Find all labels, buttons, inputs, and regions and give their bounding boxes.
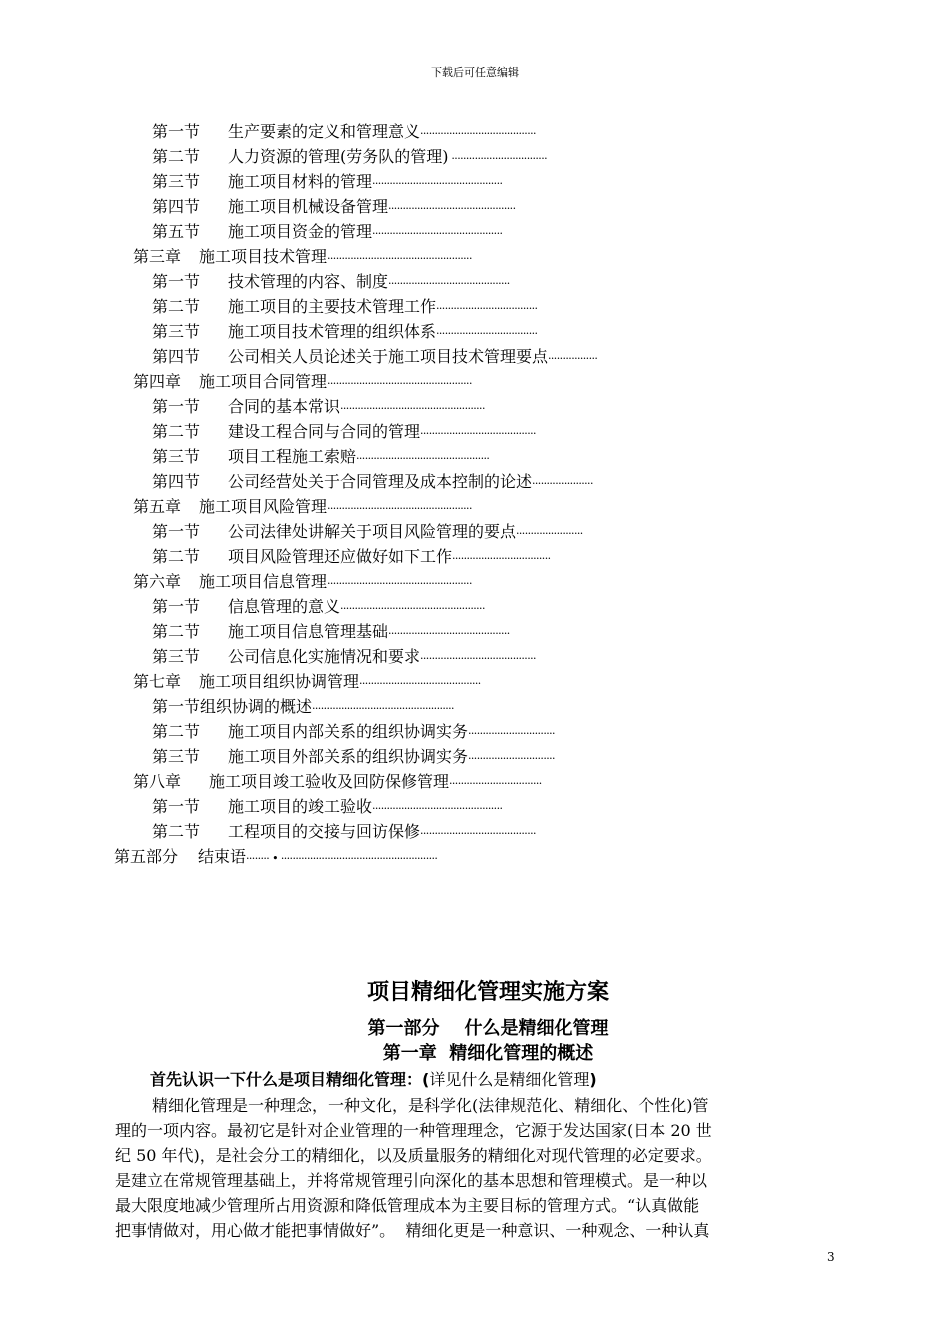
toc-entry[interactable] <box>152 620 510 644</box>
toc-leader: ············································ <box>388 202 516 215</box>
body-line: 是建立在常规管理基础上，并将常规管理引向深化的基本思想和管理模式。是一种以 <box>115 1171 708 1190</box>
toc-leader: ·········································· <box>388 627 510 640</box>
toc-leader: ·········································· <box>388 277 510 290</box>
toc-entry[interactable] <box>133 770 542 794</box>
toc-number: 第二节 <box>152 622 201 641</box>
toc-leader: ·················································· <box>327 502 472 515</box>
toc-number: 第三节 <box>152 322 201 341</box>
toc-number: 第一节 <box>152 522 201 541</box>
toc-title: 公司经营处关于合同管理及成本控制的论述 <box>228 472 533 491</box>
toc-entry[interactable] <box>152 345 597 369</box>
toc-entry[interactable] <box>152 795 502 819</box>
toc-leader: ··································· <box>436 302 538 315</box>
toc-title: 施工项目机械设备管理 <box>228 197 389 216</box>
toc-title: 施工项目技术管理 <box>199 247 328 266</box>
toc-entry[interactable] <box>152 695 454 719</box>
toc-title: 公司法律处讲解关于项目风险管理的要点 <box>228 522 517 541</box>
body-line: 最大限度地减少管理所占用资源和降低管理成本为主要目标的管理方式。“认真做能 <box>115 1196 700 1215</box>
toc-leader: ·································· <box>452 552 551 565</box>
toc-entry[interactable] <box>152 395 485 419</box>
toc-title: 第一节组织协调的概述 <box>152 697 313 716</box>
intro-paragraph <box>150 1068 597 1092</box>
toc-number: 第一节 <box>152 122 201 141</box>
toc-leader: ················································· <box>312 702 454 715</box>
toc-number: 第七章 <box>133 672 182 691</box>
toc-leader: ······························ <box>468 727 555 740</box>
toc-number: 第二节 <box>152 422 201 441</box>
toc-title: 施工项目外部关系的组织协调实务 <box>228 747 469 766</box>
toc-number: 第三节 <box>152 647 201 666</box>
toc-entry[interactable] <box>152 220 502 244</box>
toc-title: 项目风险管理还应做好如下工作 <box>228 547 453 566</box>
toc-leader: ····················· <box>532 477 593 490</box>
toc-title: 公司相关人员论述关于施工项目技术管理要点 <box>228 347 549 366</box>
toc-entry[interactable] <box>152 720 555 744</box>
toc-title: 施工项目信息管理 <box>199 572 328 591</box>
toc-number: 第五部分 <box>114 847 179 866</box>
toc-entry[interactable] <box>114 845 437 869</box>
toc-title: 合同的基本常识 <box>228 397 341 416</box>
toc-title: 施工项目风险管理 <box>199 497 328 516</box>
toc-entry[interactable] <box>152 270 510 294</box>
toc-number: 第二节 <box>152 147 201 166</box>
toc-entry[interactable] <box>152 595 485 619</box>
toc-entry[interactable] <box>152 745 555 769</box>
toc-number: 第四章 <box>133 372 182 391</box>
toc-leader: ································· <box>448 152 547 165</box>
toc-title: 工程项目的交接与回访保修 <box>228 822 421 841</box>
toc-title: 信息管理的意义 <box>228 597 341 616</box>
toc-entry[interactable] <box>152 445 489 469</box>
toc-title: 施工项目材料的管理 <box>228 172 373 191</box>
toc-number: 第三节 <box>152 447 201 466</box>
body-line: 把事情做对，用心做才能把事情做好”。 精细化更是一种意识、一种观念、一种认真 <box>115 1221 710 1240</box>
body-line: 纪 50 年代)，是社会分工的精细化，以及质量服务的精细化对现代管理的必定要求。 <box>115 1146 712 1165</box>
body-line: 理的一项内容。最初它是针对企业管理的一种管理理念，它源于发达国家(日本 20 世 <box>115 1121 712 1140</box>
toc-leader: ············································· <box>372 802 503 815</box>
toc-number: 第二节 <box>152 822 201 841</box>
toc-leader: ··································· <box>436 327 538 340</box>
toc-entry[interactable] <box>152 320 537 344</box>
toc-entry[interactable] <box>152 820 536 844</box>
toc-number: 第一节 <box>152 272 201 291</box>
document-title: 项目精细化管理实施方案 <box>366 980 609 1005</box>
toc-number: 第八章 <box>133 772 182 791</box>
toc-number: 第四节 <box>152 347 201 366</box>
toc-number: 第二节 <box>152 297 201 316</box>
toc-leader: ·················································· <box>340 602 485 615</box>
toc-title: 施工项目合同管理 <box>199 372 328 391</box>
toc-entry[interactable] <box>152 420 536 444</box>
toc-leader: ········································ <box>420 827 536 840</box>
toc-title: 生产要素的定义和管理意义 <box>228 122 421 141</box>
toc-number: 第二节 <box>152 547 201 566</box>
toc-title: 结束语 <box>198 847 247 866</box>
toc-entry[interactable] <box>152 170 502 194</box>
toc-title: 施工项目内部关系的组织协调实务 <box>228 722 469 741</box>
toc-entry[interactable] <box>152 120 536 144</box>
toc-leader: ················· <box>548 352 598 365</box>
toc-entry[interactable] <box>152 145 547 169</box>
toc-number: 第五节 <box>152 222 201 241</box>
toc-entry[interactable] <box>152 295 537 319</box>
toc-title: 项目工程施工索赔 <box>228 447 357 466</box>
body-line: 精细化管理是一种理念，一种文化，是科学化(法律规范化、精细化、个性化)管 <box>152 1096 709 1115</box>
toc-leader: ············································· <box>372 177 503 190</box>
toc-leader: ········································ <box>420 652 536 665</box>
toc-leader: ·················································· <box>327 252 472 265</box>
toc-title: 施工项目组织协调管理 <box>199 672 360 691</box>
toc-title: 施工项目信息管理基础 <box>228 622 389 641</box>
toc-number: 第三章 <box>133 247 182 266</box>
toc-entry[interactable] <box>152 470 593 494</box>
toc-leader: ·················································· <box>327 577 472 590</box>
toc-title: 施工项目的竣工验收 <box>228 797 373 816</box>
toc-leader: ·········································· <box>359 677 481 690</box>
toc-number: 第一节 <box>152 797 201 816</box>
toc-title: 施工项目资金的管理 <box>228 222 373 241</box>
intro-bold-text: 首先认识一下什么是项目精细化管理：( <box>150 1070 430 1089</box>
toc-entry[interactable] <box>152 545 551 569</box>
toc-entry[interactable] <box>133 670 481 694</box>
toc-leader: ································ <box>449 777 542 790</box>
toc-leader: ········································ <box>420 127 536 140</box>
toc-number: 第一节 <box>152 397 201 416</box>
toc-title: 人力资源的管理(劳务队的管理) <box>228 147 449 166</box>
toc-title: 技术管理的内容、制度 <box>228 272 389 291</box>
toc-leader: ·············································· <box>356 452 490 465</box>
intro-close-paren: ) <box>589 1070 597 1089</box>
toc-entry[interactable] <box>152 195 515 219</box>
toc-entry[interactable] <box>133 495 472 519</box>
toc-number: 第四节 <box>152 472 201 491</box>
toc-leader: ·················································· <box>327 377 472 390</box>
toc-number: 第六章 <box>133 572 182 591</box>
toc-number: 第二节 <box>152 722 201 741</box>
toc-title: 施工项目竣工验收及回防保修管理 <box>209 772 450 791</box>
toc-number: 第三节 <box>152 747 201 766</box>
page-header: 下载后可任意编辑 <box>431 66 519 79</box>
toc-entry[interactable] <box>152 645 536 669</box>
toc-leader: ······················· <box>516 527 583 540</box>
body-paragraph <box>115 1093 837 1243</box>
toc-entry[interactable] <box>133 570 472 594</box>
intro-link-text: 详见什么是精细化管理 <box>429 1070 590 1089</box>
toc-title: 建设工程合同与合同的管理 <box>228 422 421 441</box>
toc-entry[interactable] <box>133 370 472 394</box>
toc-title: 公司信息化实施情况和要求 <box>228 647 421 666</box>
toc-number: 第四节 <box>152 197 201 216</box>
toc-leader: ········································ <box>420 427 536 440</box>
toc-entry[interactable] <box>152 520 583 544</box>
toc-leader: ······························ <box>468 752 555 765</box>
toc-title: 施工项目技术管理的组织体系 <box>228 322 437 341</box>
toc-number: 第一节 <box>152 597 201 616</box>
toc-number: 第五章 <box>133 497 182 516</box>
chapter-heading: 第一章 精细化管理的概述 <box>382 1043 594 1064</box>
toc-leader: ·················································· <box>340 402 485 415</box>
part-heading: 第一部分 什么是精细化管理 <box>367 1018 609 1039</box>
toc-title: 施工项目的主要技术管理工作 <box>228 297 437 316</box>
toc-number: 第三节 <box>152 172 201 191</box>
toc-entry[interactable] <box>133 245 472 269</box>
toc-leader: ········ • ······················································ <box>246 852 438 865</box>
toc-leader: ············································· <box>372 227 503 240</box>
page-number: 3 <box>827 1250 835 1264</box>
